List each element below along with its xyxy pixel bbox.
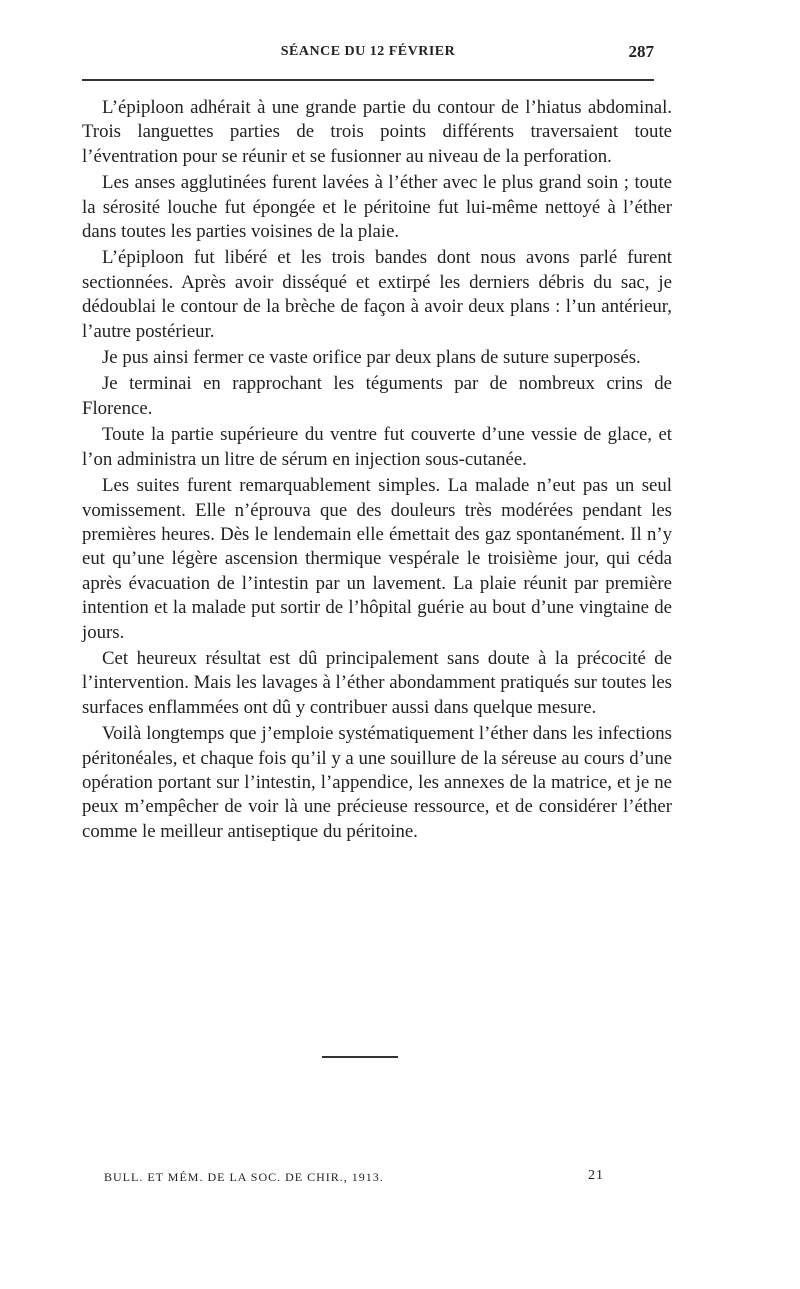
paragraph: Les suites furent remarquablement simples. La malade n’eut pas un seul vomissement. Elle n’éprouva que des douleurs très modérées pendant les premières heures. Dès le lendemain elle émettait des gaz spontanément. Il n’y eut qu’une légère ascension thermique vespérale le troisième jour, qui céda après évacuation de l’intestin par un lavement. La plaie réunit par première intention et la malade put sortir de l’hôpital guérie au bout d’une vingtaine de jours. (82, 475, 672, 643)
paragraph: Je terminai en rapprochant les téguments par de nombreux crins de Florence. (82, 373, 672, 419)
paragraph: Je pus ainsi fermer ce vaste orifice par deux plans de suture superposés. (102, 347, 641, 369)
paragraph: Les anses agglutinées furent lavées à l’éther avec le plus grand soin ; toute la sérosité louche fut épongée et le péritoine fut lui-même nettoyé à l’éther dans toutes les parties voisines de la plaie. (82, 172, 672, 243)
footer-citation: BULL. ET MÉM. DE LA SOC. DE CHIR., 1913. (104, 1170, 384, 1184)
paragraph: L’épiploon adhérait à une grande partie du contour de l’hiatus abdominal. Trois languettes parties de trois points différents traversaient toute l’éventration pour se réunir et se fusionner au niveau de la perforation. (82, 97, 672, 167)
body-text (82, 96, 672, 846)
running-title: SÉANCE DU 12 FÉVRIER (280, 44, 456, 59)
paragraph: Toute la partie supérieure du ventre fut couverte d’une vessie de glace, et l’on administra un litre de sérum en injection sous-cutanée. (82, 424, 672, 470)
page-header (82, 44, 654, 68)
paragraph: L’épiploon fut libéré et les trois bandes dont nous avons parlé furent sectionnées. Après avoir disséqué et extirpé les derniers débris du sac, je dédoublai le contour de la brèche de façon à avoir deux plans : l’un antérieur, l’autre postérieur. (82, 247, 672, 342)
paragraph: Voilà longtemps que j’emploie systématiquement l’éther dans les infections péritonéales, et chaque fois qu’il y a une souillure de la séreuse au cours d’une opération portant sur l’intestin, l’appendice, les annexes de la matrice, et je ne peux m’empêcher de voir là une précieuse ressource, et de considérer l’éther comme le meilleur antiseptique du péritoine. (82, 723, 672, 842)
paragraph: Cet heureux résultat est dû principalement sans doute à la précocité de l’intervention. Mais les lavages à l’éther abondamment pratiqués sur toutes les surfaces enflammées ont dû y contribuer aussi dans quelque mesure. (82, 647, 672, 718)
page-footer (104, 1170, 604, 1190)
header-rule (82, 79, 654, 81)
signature-mark: 21 (588, 1168, 604, 1183)
end-rule (322, 1056, 398, 1058)
page-number: 287 (628, 42, 654, 61)
